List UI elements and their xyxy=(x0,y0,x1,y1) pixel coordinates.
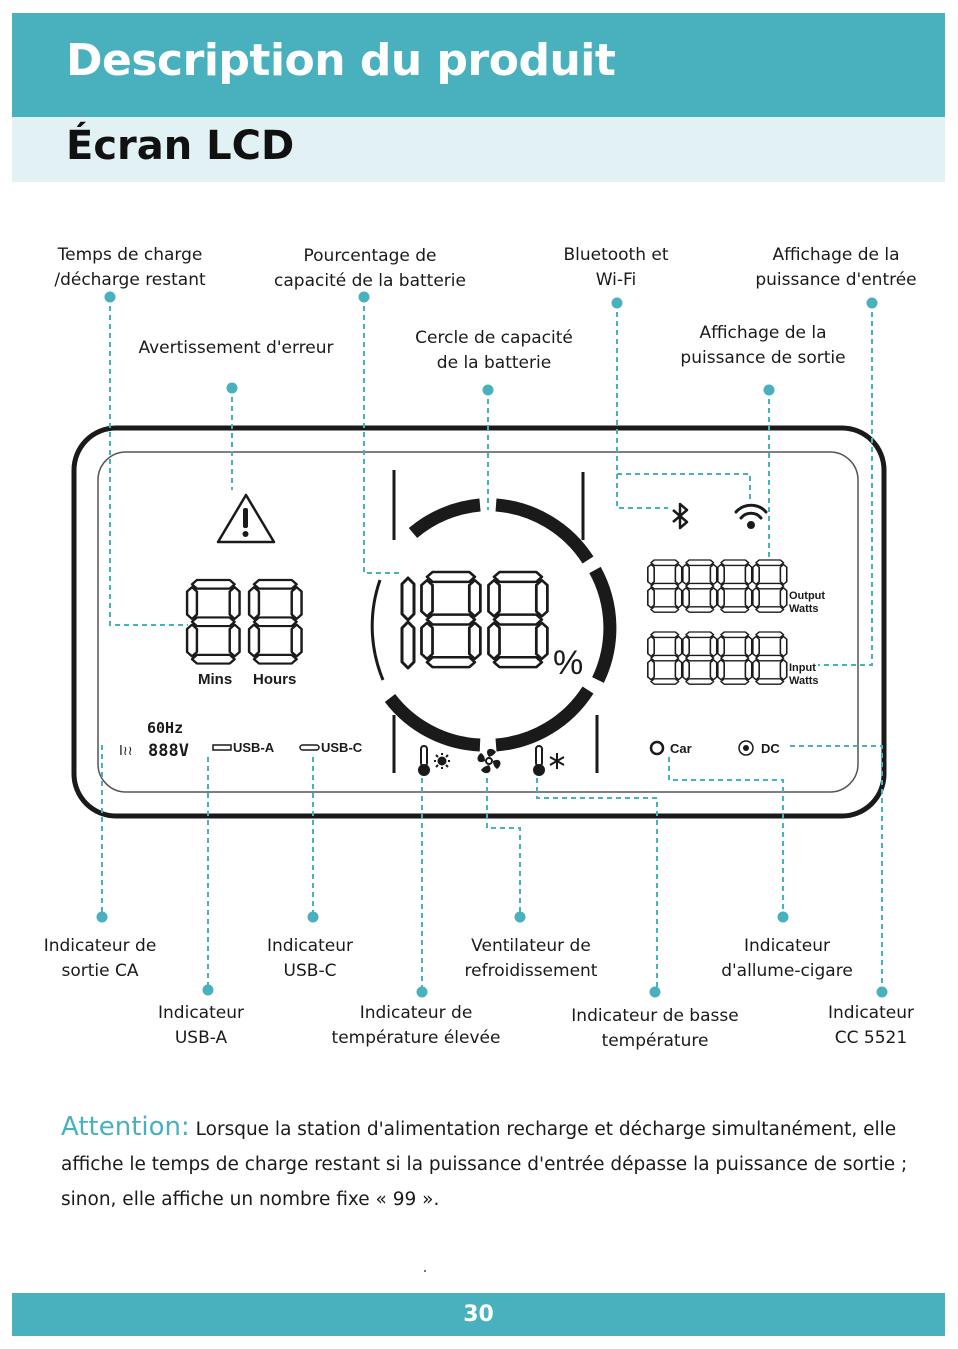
label-ac-output: Indicateur de sortie CA xyxy=(43,936,157,981)
label-usb-c: Indicateur USB-C xyxy=(267,936,353,981)
page-number: 30 xyxy=(463,1302,494,1327)
label-bluetooth-wifi: Bluetooth et Wi-Fi xyxy=(563,245,669,290)
usb-a-icon xyxy=(213,745,231,750)
usb-c-icon xyxy=(300,745,319,750)
output-label-1: Output xyxy=(789,590,826,602)
hours-label: Hours xyxy=(253,671,297,688)
label-error-warning: Avertissement d'erreur xyxy=(138,338,334,358)
car-label: Car xyxy=(670,741,692,756)
percent-sign: % xyxy=(553,644,584,682)
label-input-power: Affichage de la puissance d'entrée xyxy=(755,245,917,290)
freq-label: 60Hz xyxy=(147,719,184,737)
label-remaining-time: Temps de charge /décharge restant xyxy=(54,245,206,290)
input-label-2: Watts xyxy=(789,675,819,687)
car-icon xyxy=(651,742,663,754)
label-cooling-fan: Ventilateur de refroidissement xyxy=(464,936,598,981)
time-digits xyxy=(187,580,301,664)
high-temp-icon xyxy=(419,746,450,775)
wifi-icon xyxy=(736,505,766,527)
warning-icon xyxy=(218,495,274,542)
fan-icon xyxy=(478,749,501,773)
dc-label: DC xyxy=(761,741,780,756)
input-digits xyxy=(648,632,787,684)
mins-label: Mins xyxy=(198,671,233,688)
ac-symbol: I≀≀ xyxy=(119,744,133,759)
output-digits xyxy=(648,560,787,612)
percent-digits xyxy=(402,572,547,668)
label-output-power: Affichage de la puissance de sortie xyxy=(680,323,846,368)
bluetooth-icon xyxy=(673,504,687,528)
footer-band xyxy=(12,1293,945,1336)
label-high-temp: Indicateur de température élevée xyxy=(331,1003,501,1048)
usb-a-label: USB-A xyxy=(233,740,275,755)
voltage-label: 888V xyxy=(148,741,189,761)
usb-c-label: USB-C xyxy=(321,740,363,755)
page-title: Description du produit xyxy=(66,35,616,86)
attention-title: Attention: xyxy=(61,1112,190,1142)
label-dc5521: Indicateur CC 5521 xyxy=(828,1003,914,1048)
label-low-temp: Indicateur de basse température xyxy=(571,1006,739,1051)
page-mark xyxy=(424,1270,426,1272)
label-battery-percent: Pourcentage de capacité de la batterie xyxy=(274,246,466,291)
section-title: Écran LCD xyxy=(66,123,295,169)
attention-text: Lorsque la station d'alimentation recharge et décharge simultanément, elle affiche le temps de charge restant si la puissance d'entrée dépasse la puissance de sortie ; sinon, elle affiche un nombre fixe « 99 ». xyxy=(61,1119,908,1210)
label-car-lighter: Indicateur d'allume-cigare xyxy=(721,936,853,981)
attention-note xyxy=(61,1110,921,1217)
label-usb-a: Indicateur USB-A xyxy=(158,1003,244,1048)
label-capacity-circle: Cercle de capacité de la batterie xyxy=(415,328,573,373)
output-label-2: Watts xyxy=(789,603,819,615)
low-temp-icon xyxy=(534,746,564,775)
input-label-1: Input xyxy=(789,662,816,674)
